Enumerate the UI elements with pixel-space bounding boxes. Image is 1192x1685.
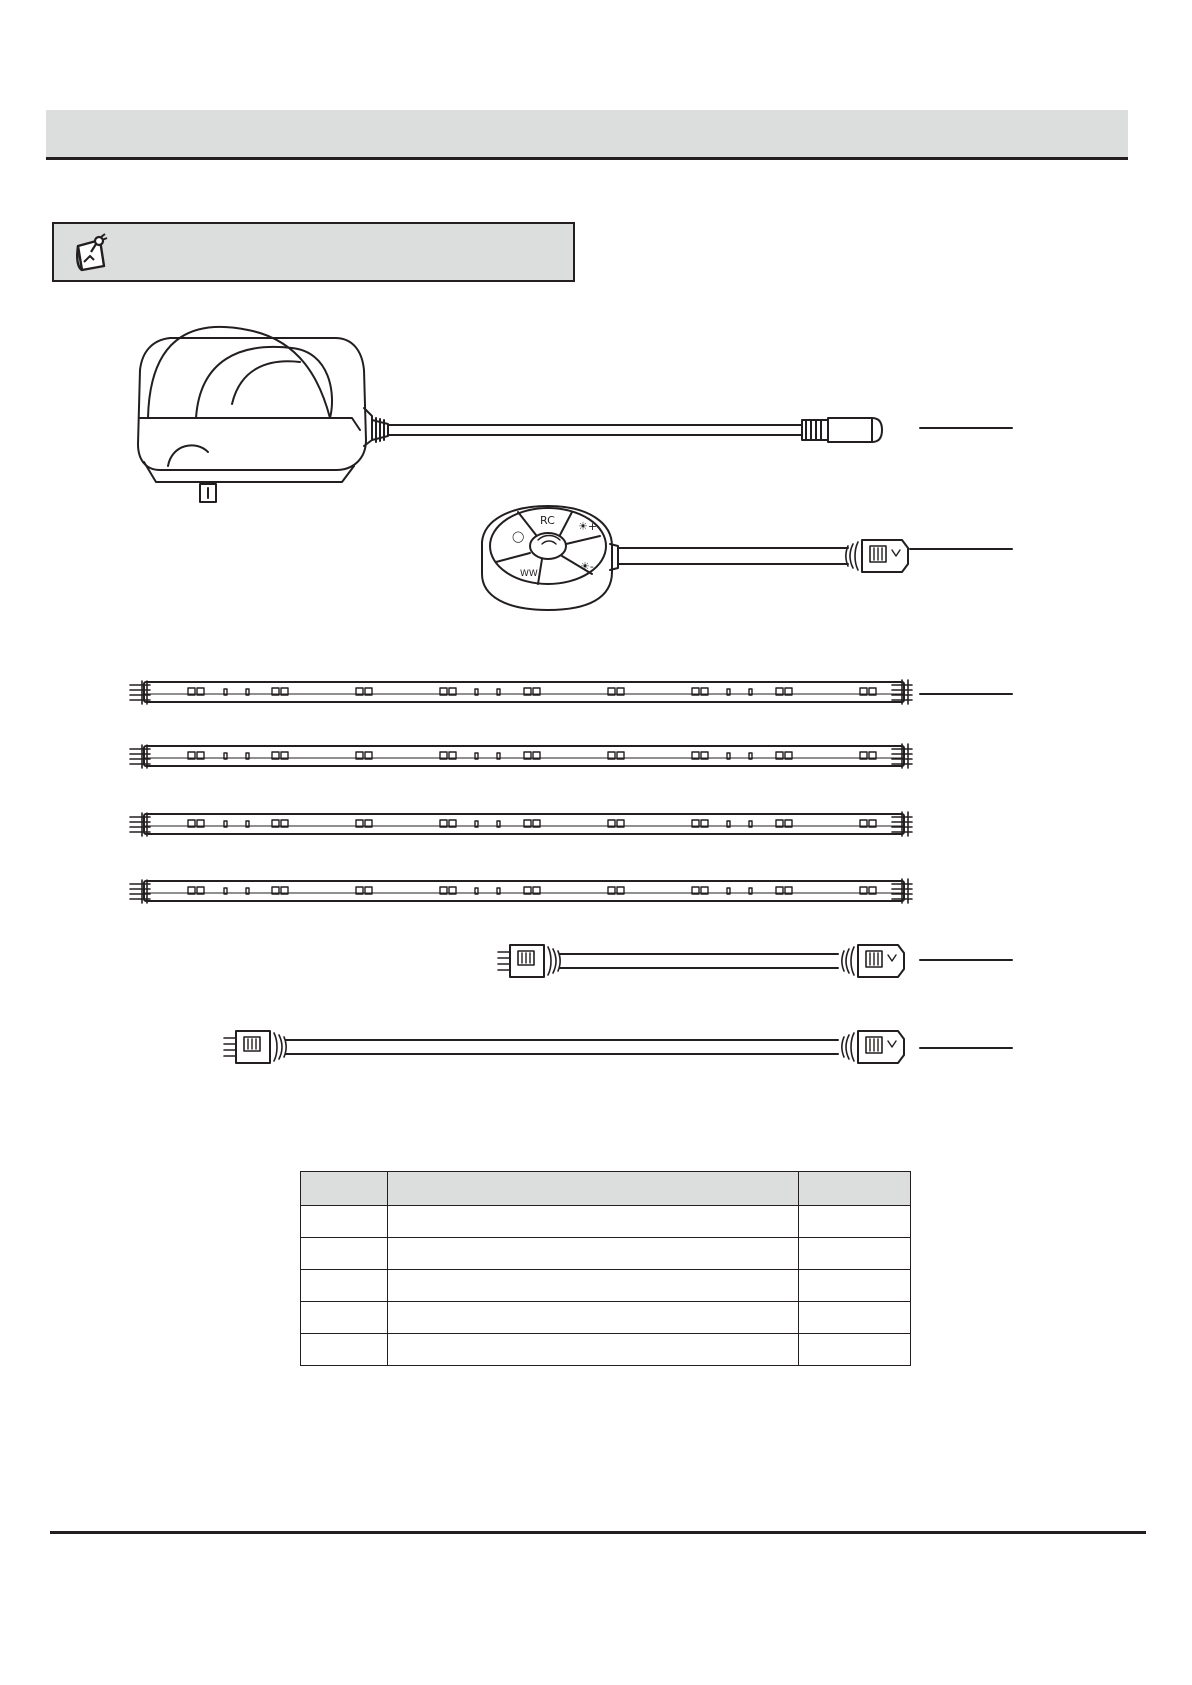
- cell-quantity: [799, 1334, 911, 1366]
- long-cable-drawing: [224, 1031, 904, 1063]
- footer-rule: [50, 1531, 1146, 1534]
- svg-text:WW: WW: [520, 569, 538, 579]
- svg-text:RC: RC: [540, 514, 555, 527]
- led-strip-drawing-2: [130, 744, 912, 768]
- cell-part: [301, 1238, 388, 1270]
- cell-description: [388, 1334, 799, 1366]
- header-part: [301, 1172, 388, 1206]
- short-cable-drawing: [498, 945, 904, 977]
- remote-drawing: [482, 506, 908, 610]
- table-row: [301, 1302, 911, 1334]
- cell-quantity: [799, 1302, 911, 1334]
- cell-part: [301, 1302, 388, 1334]
- table-row: [301, 1270, 911, 1302]
- led-strip-drawing-4: [130, 879, 912, 903]
- table-row: [301, 1206, 911, 1238]
- header-quantity: [799, 1172, 911, 1206]
- cell-description: [388, 1206, 799, 1238]
- svg-text:☀-: ☀-: [580, 560, 594, 573]
- cell-description: [388, 1238, 799, 1270]
- svg-text:◯: ◯: [512, 530, 525, 543]
- cell-part: [301, 1270, 388, 1302]
- cell-quantity: [799, 1238, 911, 1270]
- cell-description: [388, 1302, 799, 1334]
- parts-table: [300, 1171, 911, 1366]
- cell-description: [388, 1270, 799, 1302]
- led-strip-drawing-3: [130, 812, 912, 836]
- cell-quantity: [799, 1206, 911, 1238]
- cell-part: [301, 1206, 388, 1238]
- cell-quantity: [799, 1270, 911, 1302]
- cell-part: [301, 1334, 388, 1366]
- table-row: [301, 1238, 911, 1270]
- table-header-row: [301, 1172, 911, 1206]
- table-row: [301, 1334, 911, 1366]
- power-adapter-drawing: [138, 327, 882, 502]
- led-strip-drawing-1: [130, 680, 912, 704]
- header-description: [388, 1172, 799, 1206]
- svg-text:☀+: ☀+: [578, 520, 598, 533]
